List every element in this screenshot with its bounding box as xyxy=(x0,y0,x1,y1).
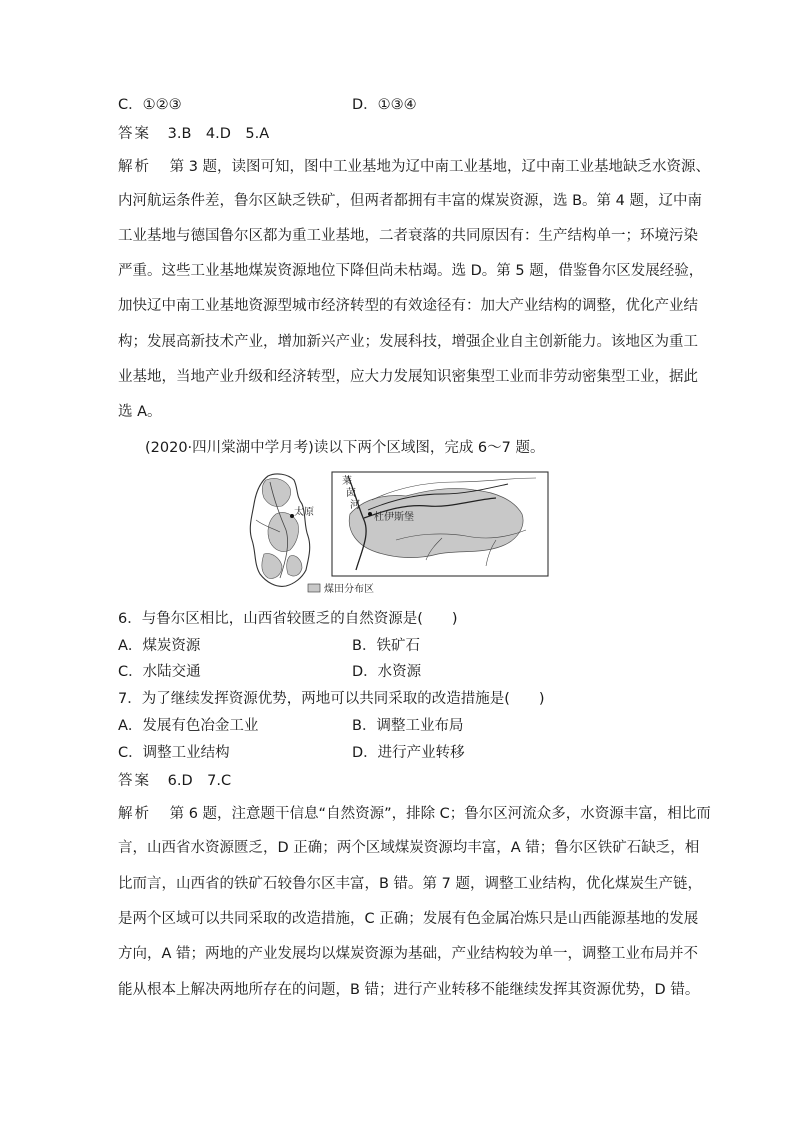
q6-option-a: A．煤炭资源 xyxy=(118,638,201,654)
option-d: D．①③④ xyxy=(352,97,417,113)
map-figure xyxy=(246,470,552,598)
analysis-1-line-2: 内河航运条件差，鲁尔区缺乏铁矿，但两者都拥有丰富的煤炭资源，选 B。第 4 题，辽中南 xyxy=(118,193,702,209)
question-intro: (2020·四川棠湖中学月考)读以下两个区域图，完成 6～7 题。 xyxy=(145,440,545,456)
analysis-text: 第 3 题，读图可知，图中工业基地为辽中南工业基地，辽中南工业基地缺乏水资源、 xyxy=(169,159,711,175)
answer-row-1 xyxy=(118,124,269,144)
analysis-1-line-7: 业基地，当地产业升级和经济转型，应大力发展知识密集型工业而非劳动密集型工业，据此 xyxy=(118,369,698,385)
q7-option-b: B．调整工业布局 xyxy=(352,718,464,734)
label-taiyuan: 太原 xyxy=(294,507,314,518)
label-laiyin-1: 莱 xyxy=(342,476,352,487)
analysis-1-line-5: 加快辽中南工业基地资源型城市经济转型的有效途径有：加大产业结构的调整，优化产业结 xyxy=(118,298,698,314)
analysis-1-line-4: 严重。这些工业基地煤炭资源地位下降但尚未枯竭。选 D。第 5 题，借鉴鲁尔区发展经验， xyxy=(118,263,704,279)
label-laiyin-3: 河 xyxy=(350,500,360,511)
q6-option-c: C．水陆交通 xyxy=(118,664,201,680)
legend-label: 煤田分布区 xyxy=(324,584,374,595)
analysis-2-line-5: 方向，A 错；两地的产业发展均以煤炭资源为基础，产业结构较为单一，调整工业布局并不 xyxy=(118,946,699,962)
analysis-1-line-3: 工业基地与德国鲁尔区都为重工业基地，二者衰落的共同原因有：生产结构单一；环境污染 xyxy=(118,228,698,244)
q6-option-b: B．铁矿石 xyxy=(352,638,420,654)
q7-option-c: C．调整工业结构 xyxy=(118,745,230,761)
duisburg-marker xyxy=(368,512,372,516)
answer-row-2 xyxy=(118,771,231,791)
analysis-2-line-3: 比而言，山西省的铁矿石较鲁尔区丰富，B 错。第 7 题，调整工业结构，优化煤炭生产链， xyxy=(118,876,702,892)
legend-swatch xyxy=(308,584,320,592)
analysis-2-line-1 xyxy=(118,804,711,824)
analysis-label: 解析 xyxy=(118,159,151,175)
shanxi-map xyxy=(250,474,314,586)
label-laiyin-2: 茵 xyxy=(346,488,356,499)
q7-stem: 7．为了继续发挥资源优势，两地可以共同采取的改造措施是( ) xyxy=(118,691,545,707)
q7-option-a: A．发展有色冶金工业 xyxy=(118,718,259,734)
map-legend xyxy=(308,582,374,595)
q7-option-d: D．进行产业转移 xyxy=(352,745,465,761)
label-duisburg: 杜伊斯堡 xyxy=(374,512,414,523)
answer-value: 3.B 4.D 5.A xyxy=(167,126,270,142)
analysis-2-line-6: 能从根本上解决两地所存在的问题，B 错；进行产业转移不能继续发挥其资源优势，D 错。 xyxy=(118,982,700,998)
analysis-1-line-8: 选 A。 xyxy=(118,404,162,420)
analysis-1-line-6: 构；发展高新技术产业，增加新兴产业；发展科技，增强企业自主创新能力。该地区为重工 xyxy=(118,334,698,350)
analysis-label: 解析 xyxy=(118,806,151,822)
answer-label: 答案 xyxy=(118,126,151,142)
analysis-2-line-4: 是两个区域可以共同采取的改造措施，C 正确；发展有色金属冶炼只是山西能源基地的发展 xyxy=(118,911,699,927)
option-c: C．①②③ xyxy=(118,97,182,113)
answer-value: 6.D 7.C xyxy=(167,773,232,789)
ruhr-map xyxy=(332,472,548,576)
q6-stem: 6．与鲁尔区相比，山西省较匮乏的自然资源是( ) xyxy=(118,611,458,627)
analysis-1-line-1 xyxy=(118,157,710,177)
ruhr-coal-area xyxy=(349,488,523,557)
q6-option-d: D．水资源 xyxy=(352,664,422,680)
map-svg xyxy=(246,470,552,598)
answer-label: 答案 xyxy=(118,773,151,789)
analysis-text: 第 6 题，注意题干信息“自然资源”，排除 C；鲁尔区河流众多，水资源丰富，相比而 xyxy=(169,806,711,822)
analysis-2-line-2: 言，山西省水资源匮乏，D 正确；两个区域煤炭资源均丰富，A 错；鲁尔区铁矿石缺乏，相 xyxy=(118,840,700,856)
